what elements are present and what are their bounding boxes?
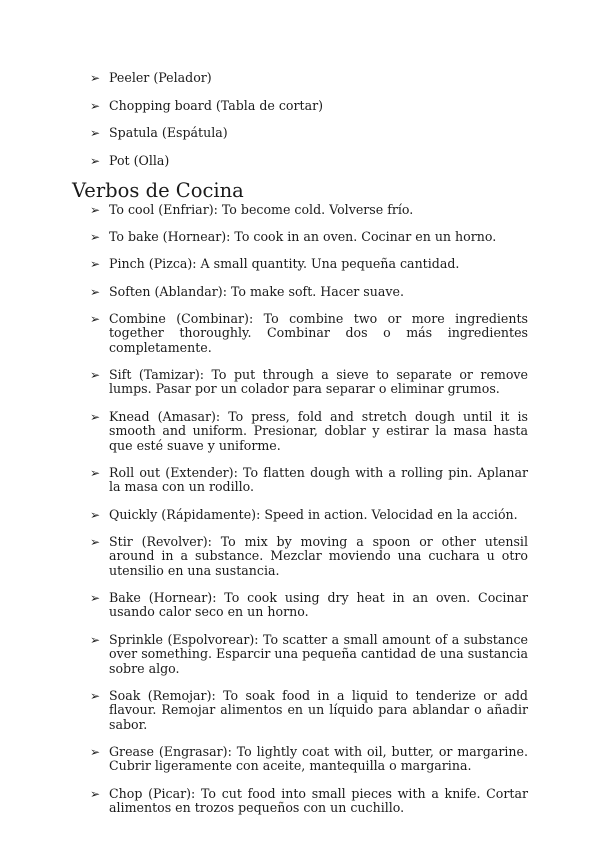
list-item-text: Grease (Engrasar): To lightly coat with oil, butter, or margarine. Cubrir ligeramente con aceite, mantequilla o margarina. [109,743,528,774]
list-item [90,285,528,300]
list-item [90,689,528,733]
list-item [90,230,528,245]
list-item [90,466,528,495]
arrow-bullet-icon: ➢ [90,153,101,168]
arrow-bullet-icon: ➢ [90,311,101,326]
arrow-bullet-icon: ➢ [90,284,101,299]
list-item-text: To cool (Enfriar): To become cold. Volverse frío. [109,202,414,217]
list-item [90,745,528,774]
list-item [90,368,528,397]
list-item-text: Chop (Picar): To cut food into small pieces with a knife. Cortar alimentos en trozos pequeños con un cuchillo. [109,785,528,816]
list-item-text: Peeler (Pelador) [109,70,212,85]
list-item-text: Quickly (Rápidamente): Speed in action. Velocidad en la acción. [109,506,518,522]
arrow-bullet-icon: ➢ [90,230,101,245]
list-item [90,410,528,454]
list-item [90,71,530,86]
list-item-text: Stir (Revolver): To mix by moving a spoon or other utensil around in a substance. Mezclar moviendo una cuchara u otro utensilio en una sustancia. [109,533,528,578]
list-item-text: Knead (Amasar): To press, fold and stretch dough until it is smooth and uniform. Presionar, doblar y estirar la masa hasta que esté suave y uniforme. [109,408,528,453]
arrow-bullet-icon: ➢ [90,98,101,113]
list-item-text: Combine (Combinar): To combine two or more ingredients together thoroughly. Combinar dos o más ingredientes completamente. [109,310,528,355]
arrow-bullet-icon: ➢ [90,409,101,424]
arrow-bullet-icon: ➢ [90,744,101,759]
verbs-list [90,203,528,828]
list-item [90,203,528,218]
arrow-bullet-icon: ➢ [90,507,101,522]
arrow-bullet-icon: ➢ [90,465,101,480]
list-item-text: To bake (Hornear): To cook in an oven. Cocinar en un horno. [109,229,497,245]
list-item-text: Roll out (Extender): To flatten dough with a rolling pin. Aplanar la masa con un rodillo. [109,464,528,495]
list-item-text: Soak (Remojar): To soak food in a liquid to tenderize or add flavour. Remojar alimentos en un líquido para ablandar o añadir sabor. [109,687,528,732]
list-item-text: Soften (Ablandar): To make soft. Hacer suave. [109,283,404,299]
list-item-text: Spatula (Espátula) [109,125,228,140]
list-item-text: Chopping board (Tabla de cortar) [109,97,324,113]
arrow-bullet-icon: ➢ [90,203,101,217]
list-item-text: Pot (Olla) [109,152,170,168]
list-item [90,126,530,141]
arrow-bullet-icon: ➢ [90,367,101,382]
arrow-bullet-icon: ➢ [90,786,101,801]
list-item [90,99,530,114]
list-item [90,154,530,169]
arrow-bullet-icon: ➢ [90,71,101,85]
arrow-bullet-icon: ➢ [90,590,101,605]
list-item [90,591,528,620]
section-heading: Verbos de Cocina [72,179,244,202]
list-item [90,508,528,523]
list-item [90,633,528,677]
list-item [90,312,528,356]
list-item-text: Pinch (Pizca): A small quantity. Una pequeña cantidad. [109,256,460,272]
utensils-list [90,71,530,181]
list-item-text: Sprinkle (Espolvorear): To scatter a small amount of a substance over something. Esparcir una pequeña cantidad de una sustancia sobre algo. [109,631,528,676]
arrow-bullet-icon: ➢ [90,632,101,647]
list-item [90,535,528,579]
arrow-bullet-icon: ➢ [90,534,101,549]
arrow-bullet-icon: ➢ [90,257,101,272]
arrow-bullet-icon: ➢ [90,126,101,140]
list-item [90,787,528,816]
list-item-text: Bake (Hornear): To cook using dry heat in an oven. Cocinar usando calor seco en un horno. [109,589,528,620]
arrow-bullet-icon: ➢ [90,688,101,703]
list-item-text: Sift (Tamizar): To put through a sieve to separate or remove lumps. Pasar por un colador para separar o eliminar grumos. [109,366,528,397]
list-item [90,257,528,272]
